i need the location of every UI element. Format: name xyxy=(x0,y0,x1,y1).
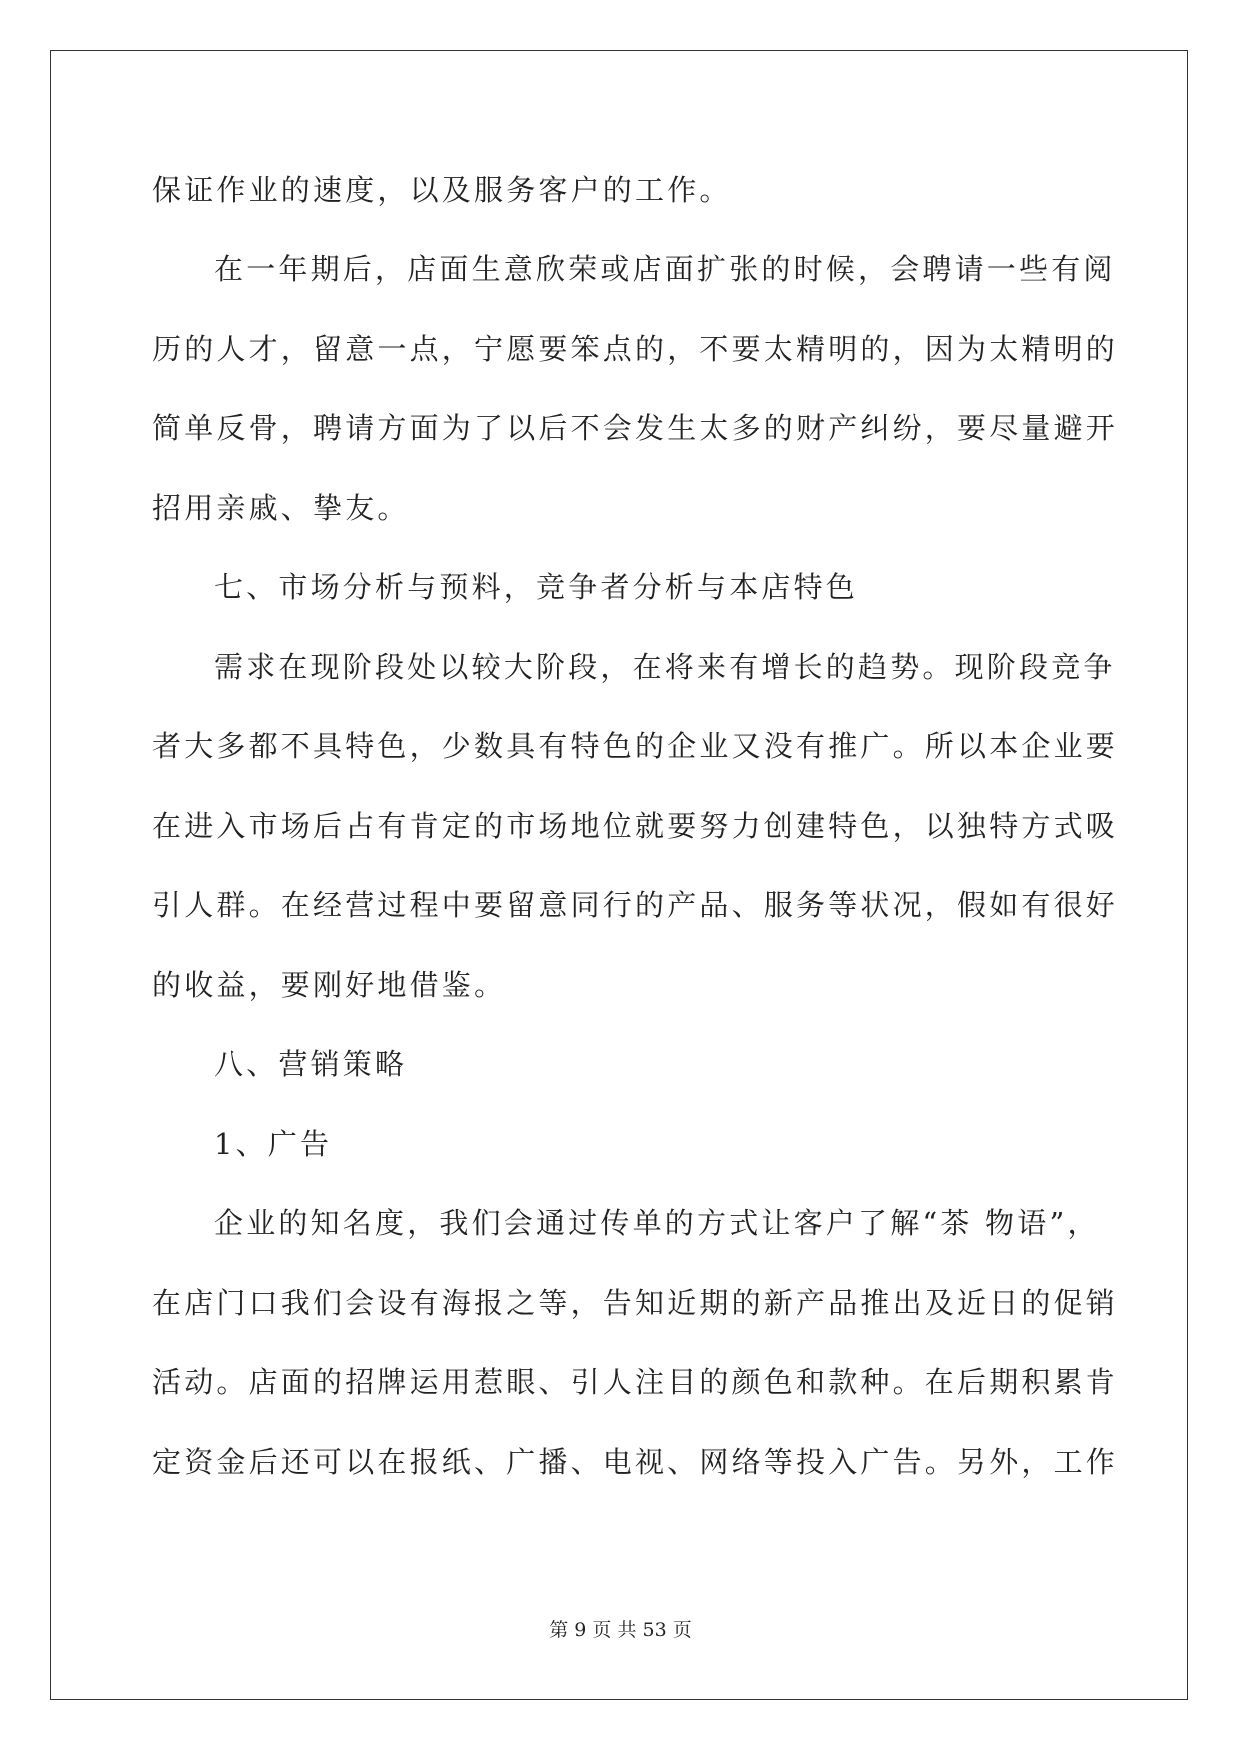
subsection-heading: 1、广告 xyxy=(214,1127,333,1161)
paragraph-line: 招用亲戚、挚友。 xyxy=(152,491,410,525)
paragraph-line: 活动。店面的招牌运用惹眼、引人注目的颜色和款种。在后期积累肯 xyxy=(152,1365,1119,1399)
section-heading: 八、营销策略 xyxy=(214,1047,408,1081)
paragraph-line: 引人群。在经营过程中要留意同行的产品、服务等状况，假如有很好 xyxy=(152,888,1119,922)
paragraph-line: 定资金后还可以在报纸、广播、电视、网络等投入广告。另外，工作 xyxy=(152,1445,1119,1479)
paragraph-line: 历的人才，留意一点，宁愿要笨点的，不要太精明的，因为太精明的 xyxy=(152,332,1119,366)
paragraph-line: 在店门口我们会设有海报之等，告知近期的新产品推出及近日的促销 xyxy=(152,1286,1119,1320)
paragraph-line: 在进入市场后占有肯定的市场地位就要努力创建特色，以独特方式吸 xyxy=(152,809,1119,843)
paragraph-line: 企业的知名度，我们会通过传单的方式让客户了解“茶 物语”， xyxy=(214,1206,1100,1240)
paragraph-line: 保证作业的速度，以及服务客户的工作。 xyxy=(152,173,732,207)
paragraph-line: 在一年期后，店面生意欣荣或店面扩张的时候，会聘请一些有阅 xyxy=(214,252,1116,286)
section-heading: 七、市场分析与预料，竞争者分析与本店特色 xyxy=(214,570,859,604)
paragraph-line: 简单反骨，聘请方面为了以后不会发生太多的财产纠纷，要尽量避开 xyxy=(152,411,1119,445)
paragraph-line: 者大多都不具特色，少数具有特色的企业又没有推广。所以本企业要 xyxy=(152,729,1119,763)
paragraph-line: 需求在现阶段处以较大阶段，在将来有增长的趋势。现阶段竞争 xyxy=(214,650,1116,684)
paragraph-line: 的收益，要刚好地借鉴。 xyxy=(152,968,507,1002)
page-number-footer: 第 9 页 共 53 页 xyxy=(549,1619,692,1641)
